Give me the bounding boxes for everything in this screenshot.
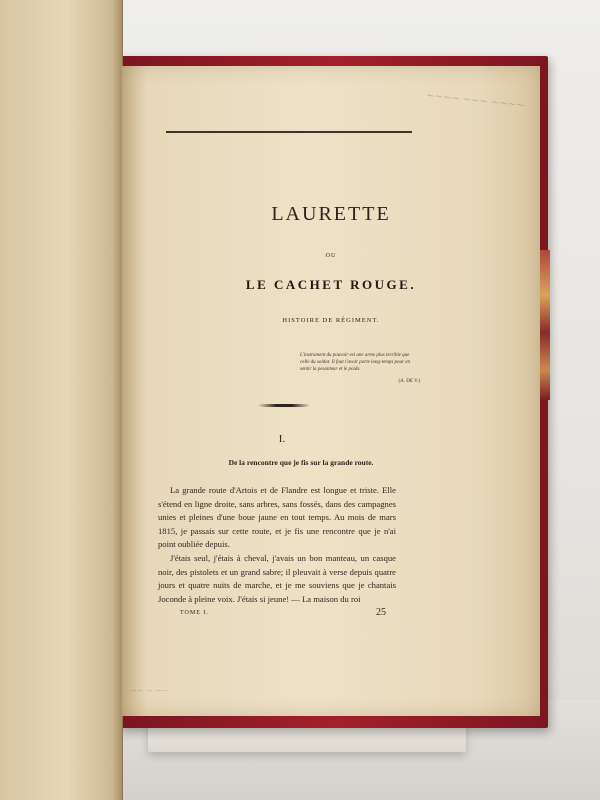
chapter-numeral: I. [278,433,286,445]
title-conjunction: OU [325,253,337,259]
page-number: 25 [376,607,386,618]
pencil-annotation: ~~~~ ~~~ ~~~~ [425,90,525,112]
footer-volume: TOME I. [180,610,209,616]
left-page [0,0,123,800]
header-rule [166,131,412,133]
paragraph: J'étais seul, j'étais à cheval, j'avais un bon manteau, un casque noir, des pistolets et un grand sabre; il pleuvait à verse depuis quatre jours et quatre nuits de marche, et je me souviens que je chantais Joconde à pleine voix. J'étais si jeune! — La maison du roi [158,552,396,604]
right-page [122,66,540,716]
epigraph-author: (A. DE V.) [398,379,420,384]
page-subtitle: LE CACHET ROUGE. [245,277,417,292]
paragraph: La grande route d'Artois et de Flandre est longue et triste. Elle s'étend en ligne droite, sans arbres, sans fossés, dans des campagnes unies et pleines d'une boue jaune en tout temps. Au mois de mars 1815, je passais sur cette route, et je fis une rencontre que je n'ai point oubliée depuis. [158,485,396,550]
ornament-divider [258,404,310,407]
pencil-scribble: ~~ ~ ~~ [130,686,169,695]
section-title: De la rencontre que je fis sur la grande route. [228,458,374,467]
page-history: HISTOIRE DE RÉGIMENT. [282,317,380,324]
page-title: LAURETTE [271,203,391,225]
epigraph: L'instrument du pouvoir est une arme plus terrible que celle du soldat. Il faut l'avoir porte long-temps pour en sentir la pesanteur et le poids. [300,353,410,373]
body-text [158,484,396,606]
